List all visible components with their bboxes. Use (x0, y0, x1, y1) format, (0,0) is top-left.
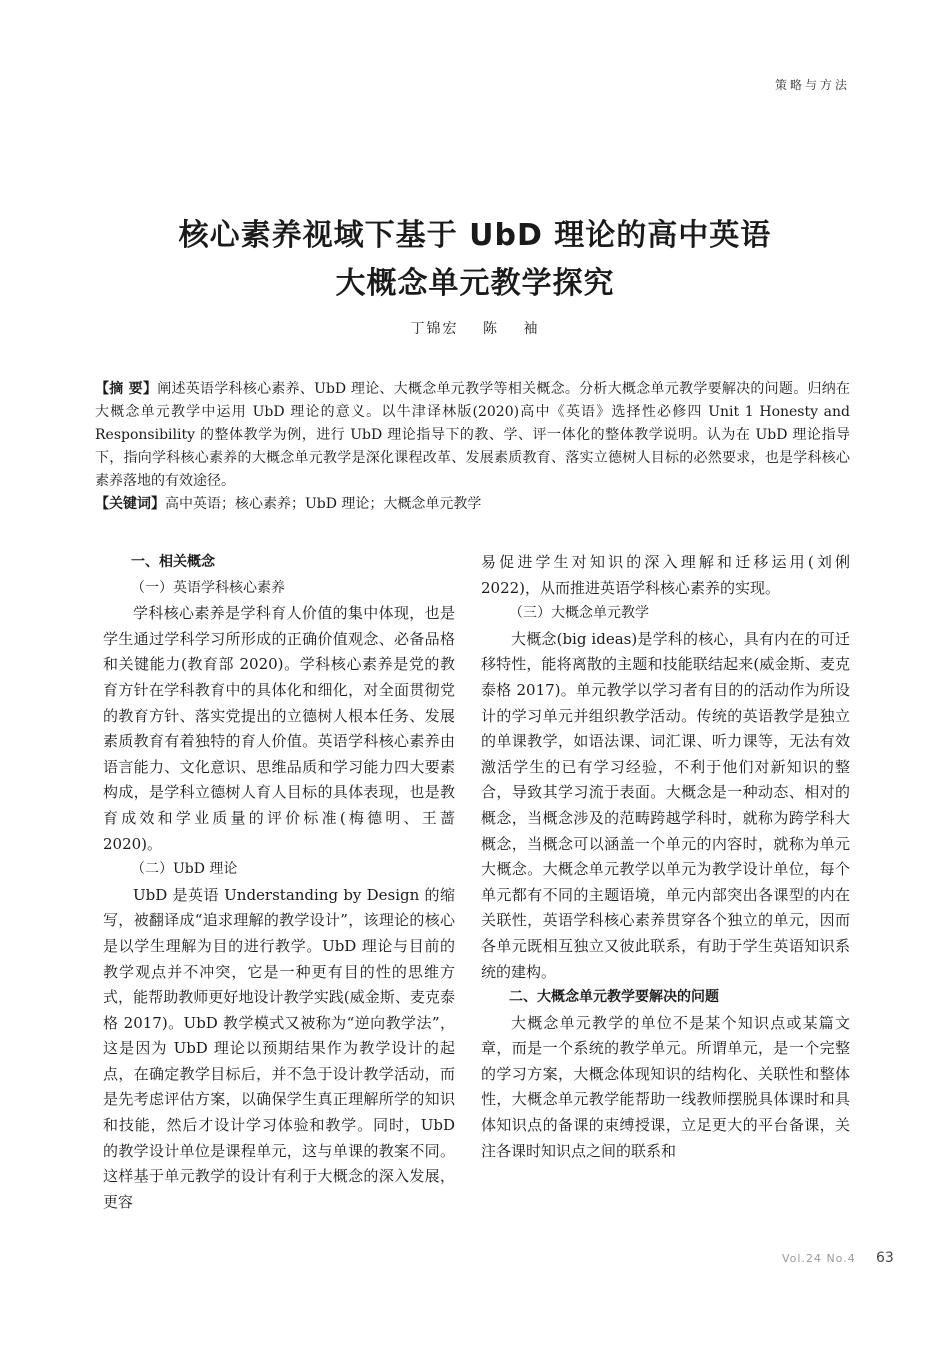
body-paragraph-continued: 易促进学生对知识的深入理解和迁移运用(刘俐 2022)，从而推进英语学科核心素养的实现。 (481, 553, 850, 597)
abstract-text: 阐述英语学科核心素养、UbD 理论、大概念单元教学等相关概念。分析大概念单元教学要解决的问题。归纳在大概念单元教学中运用 UbD 理论的意义。以牛津译林版(2020)高中《英语》选择性必修四 Unit 1 Honesty and Responsibility 的整体教学为例，进行 UbD 理论指导下的教、学、评一体化的整体教学说明。认为在 UbD 理论指导下，指向学科核心素养的大概念单元教学是深化课程改革、发展素质教育、落实立德树人目标的必然要求，也是学科核心素养落地的有效途径。 (95, 381, 850, 489)
abstract-label: 【摘 要】 (95, 381, 158, 397)
body-paragraph: 大概念(big ideas)是学科的核心，具有内在的可迁移特性，能将离散的主题和技能联结起来(威金斯、麦克泰格 2017)。单元教学以学习者有目的的活动作为所设计的学习单元并组织教学活动。传统的英语教学是独立的单课教学，如语法课、词汇课、听力课等，无法有效激活学生的已有学习经验，不利于他们对新知识的整合，导致其学习流于表面。大概念是一种动态、相对的概念，当概念涉及的范畴跨越学科时，就称为跨学科大概念，当概念可以涵盖一个单元的内容时，就称为单元大概念。大概念单元教学以单元为教学设计单位，每个单元都有不同的主题语境，单元内部突出各课型的内在关联性，英语学科核心素养贯穿各个独立的单元，因而各单元既相互独立又彼此联系，有助于学生英语知识系统的建构。 (481, 629, 850, 981)
keywords-label: 【关键词】 (95, 496, 165, 512)
volume-number: Vol.24 No.4 (782, 1252, 856, 1265)
abstract-paragraph (95, 378, 850, 493)
body-paragraph: 大概念单元教学的单位不是某个知识点或某篇文章，而是一个系统的教学单元。所谓单元，是一个完整的学习方案，大概念体现知识的结构化、关联性和整体性，大概念单元教学能帮助一线教师摆脱具体课时和具体知识点的备课的束缚授课，立足更大的平台备课，关注各课时知识点之间的联系和 (481, 1013, 850, 1160)
article-title (0, 212, 950, 308)
section-heading: 二、大概念单元教学要解决的问题 (509, 989, 719, 1006)
abstract (95, 378, 850, 516)
title-line-1: 核心素养视域下基于 UbD 理论的高中英语 (178, 218, 772, 253)
body-paragraph: 学科核心素养是学科育人价值的集中体现，也是学生通过学科学习所形成的正确价值观念、必备品格和关键能力(教育部 2020)。学科核心素养是党的教育方针在学科教育中的具体化和细化，对全面贯彻党的教育方针、落实党提出的立德树人根本任务、发展素质教育有着独特的育人价值。英语学科核心素养由语言能力、文化意识、思维品质和学习能力四大要素构成，是学科立德树人育人目标的具体表现，也是教育成效和学业质量的评价标准(梅德明、王蔷 2020)。 (103, 604, 455, 853)
authors: 丁锦宏 陈 袖 (410, 321, 540, 337)
page-number: 63 (876, 1250, 894, 1266)
subsection-heading: （三）大概念单元教学 (509, 605, 649, 622)
column-right (481, 550, 850, 1164)
section-heading: 一、相关概念 (131, 554, 215, 570)
title-line-2: 大概念单元教学探究 (335, 266, 615, 301)
subsection-heading: （二）UbD 理论 (131, 861, 238, 878)
body-paragraph: UbD 是英语 Understanding by Design 的缩写，被翻译成“追求理解的教学设计”，该理论的核心是以学生理解为目的进行教学。UbD 理论与目前的教学观点并不冲突，它是一种更有目的性的思维方式，能帮助教师更好地设计教学实践(威金斯、麦克泰格 2017)。UbD 教学模式又被称为“逆向教学法”，这是因为 UbD 理论以预期结果作为教学设计的起点，在确定教学目标后，并不急于设计教学活动，而是先考虑评估方案，以确保学生真正理解所学的知识和技能，然后才设计学习体验和教学。同时，UbD 的教学设计单位是课程单元，这与单课的教案不同。这样基于单元教学的设计有利于大概念的深入发展，更容 (103, 885, 455, 1211)
keywords-paragraph (95, 493, 850, 516)
keywords-text: 高中英语；核心素养；UbD 理论；大概念单元教学 (165, 496, 482, 512)
running-head: 策略与方法 (774, 78, 850, 92)
subsection-heading: （一）英语学科核心素养 (131, 579, 285, 596)
column-left (103, 550, 455, 1215)
